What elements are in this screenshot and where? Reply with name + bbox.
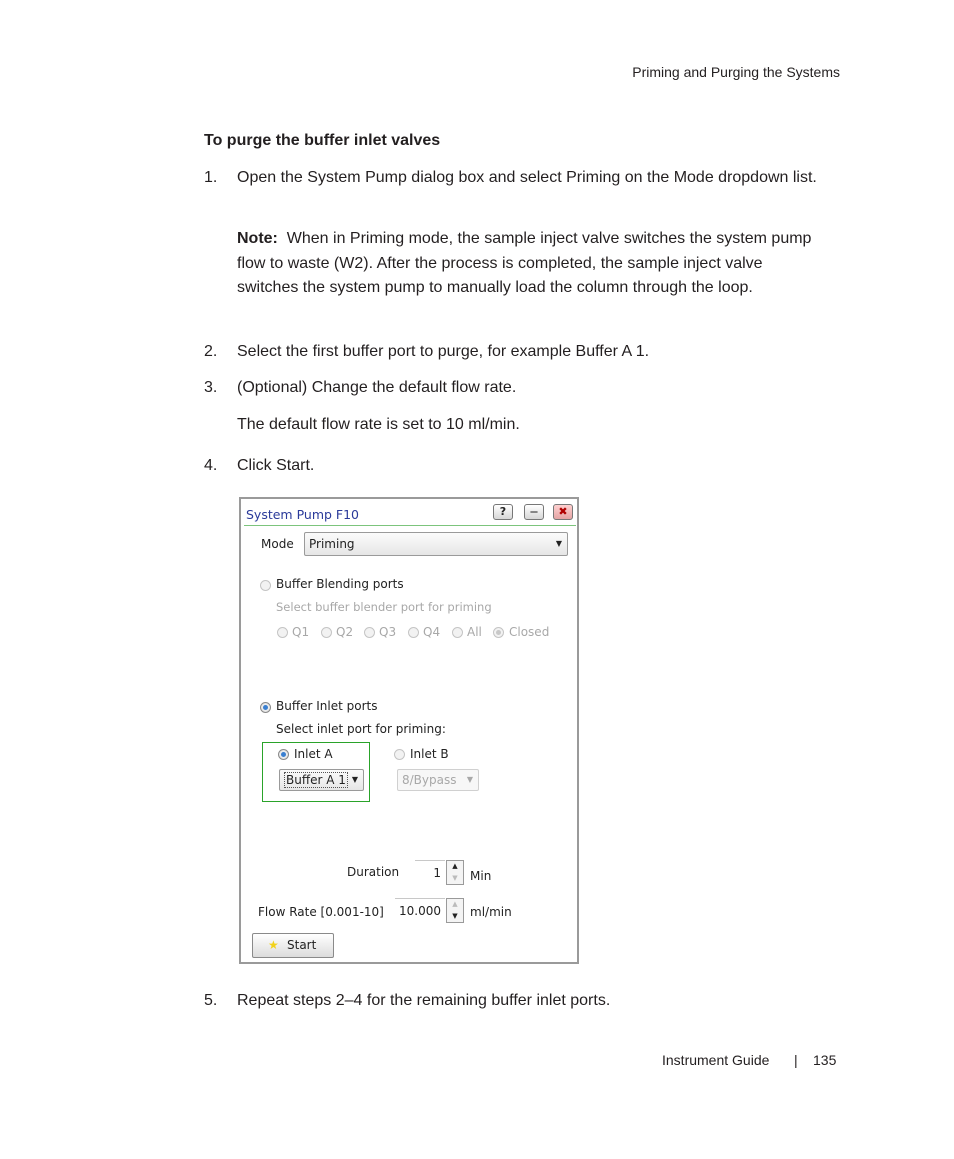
mode-label: Mode <box>261 537 294 551</box>
flow-rate-unit: ml/min <box>470 905 512 919</box>
page-number: 135 <box>813 1052 837 1068</box>
close-button[interactable]: ✖ <box>553 504 573 520</box>
chevron-down-icon: ▼ <box>466 775 473 784</box>
inlet-hint: Select inlet port for priming: <box>276 722 446 736</box>
step-text: Repeat steps 2–4 for the remaining buffer inlet ports. <box>237 992 611 1009</box>
inlet-b-value: 8/Bypass <box>402 773 457 787</box>
help-button[interactable]: ? <box>493 504 513 520</box>
flow-rate-stepper[interactable] <box>446 898 464 923</box>
chevron-down-icon: ▼ <box>351 775 358 784</box>
q4-label: Q4 <box>423 625 441 639</box>
inlet-a-dropdown[interactable] <box>279 769 364 791</box>
running-header: Priming and Purging the Systems <box>632 64 840 80</box>
blending-ports-radio[interactable] <box>260 580 271 591</box>
flow-rate-label: Flow Rate [0.001-10] <box>258 905 384 919</box>
chevron-down-icon[interactable]: ▼ <box>452 912 458 920</box>
step-number: 2. <box>204 343 218 360</box>
flow-rate-input[interactable]: 10.000 <box>395 898 445 924</box>
system-pump-dialog <box>239 497 579 964</box>
note-label: Note: <box>237 230 278 247</box>
inlet-a-label: Inlet A <box>294 747 333 761</box>
step-number: 5. <box>204 992 218 1009</box>
inlet-b-label: Inlet B <box>410 747 449 761</box>
step-number: 3. <box>204 379 218 396</box>
title-divider <box>244 525 576 526</box>
chevron-up-icon[interactable]: ▲ <box>452 900 458 908</box>
q1-label: Q1 <box>292 625 310 639</box>
inlet-b-dropdown[interactable] <box>397 769 479 791</box>
inlet-ports-label: Buffer Inlet ports <box>276 699 378 713</box>
q3-radio[interactable] <box>364 627 375 638</box>
procedure-heading: To purge the buffer inlet valves <box>204 132 441 149</box>
duration-unit: Min <box>470 869 492 883</box>
start-star-icon: ★ <box>268 938 279 952</box>
start-button[interactable] <box>252 933 334 958</box>
step-text: Click Start. <box>237 457 315 474</box>
step-text: Open the System Pump dialog box and select Priming on the Mode dropdown list. <box>237 169 817 186</box>
mode-dropdown[interactable] <box>304 532 568 556</box>
step-number: 1. <box>204 169 218 186</box>
q3-label: Q3 <box>379 625 397 639</box>
q2-label: Q2 <box>336 625 354 639</box>
dialog-title: System Pump F10 <box>246 507 360 522</box>
inlet-a-radio[interactable] <box>278 749 289 760</box>
step-number: 4. <box>204 457 218 474</box>
default-rate-text: The default flow rate is set to 10 ml/min. <box>237 416 520 433</box>
closed-label: Closed <box>509 625 550 639</box>
q2-radio[interactable] <box>321 627 332 638</box>
q1-radio[interactable] <box>277 627 288 638</box>
note-text: When in Priming mode, the sample inject valve switches the system pump flow to waste (W2). After the process is completed, the sample inject valve switches the system pump to manually load the column through the loop. <box>237 230 812 296</box>
footer-separator: | <box>794 1052 798 1068</box>
blending-ports-label: Buffer Blending ports <box>276 577 404 591</box>
step-text: (Optional) Change the default flow rate. <box>237 379 517 396</box>
blending-hint: Select buffer blender port for priming <box>276 600 492 614</box>
start-label: Start <box>287 938 317 952</box>
duration-label: Duration <box>347 865 400 879</box>
note-paragraph <box>237 227 817 301</box>
chevron-up-icon[interactable]: ▲ <box>452 862 458 870</box>
all-label: All <box>467 625 482 639</box>
inlet-a-value: Buffer A 1 <box>286 773 346 787</box>
footer-guide-name: Instrument Guide <box>662 1052 770 1068</box>
closed-radio[interactable] <box>493 627 504 638</box>
inlet-ports-radio[interactable] <box>260 702 271 713</box>
chevron-down-icon: ▼ <box>555 539 562 548</box>
q4-radio[interactable] <box>408 627 419 638</box>
minimize-button[interactable]: — <box>524 504 544 520</box>
inlet-b-radio[interactable] <box>394 749 405 760</box>
duration-input[interactable]: 1 <box>415 860 445 886</box>
mode-value: Priming <box>309 537 355 551</box>
chevron-down-icon[interactable]: ▼ <box>452 874 458 882</box>
duration-stepper[interactable] <box>446 860 464 885</box>
step-text: Select the first buffer port to purge, for example Buffer A 1. <box>237 343 650 360</box>
all-radio[interactable] <box>452 627 463 638</box>
